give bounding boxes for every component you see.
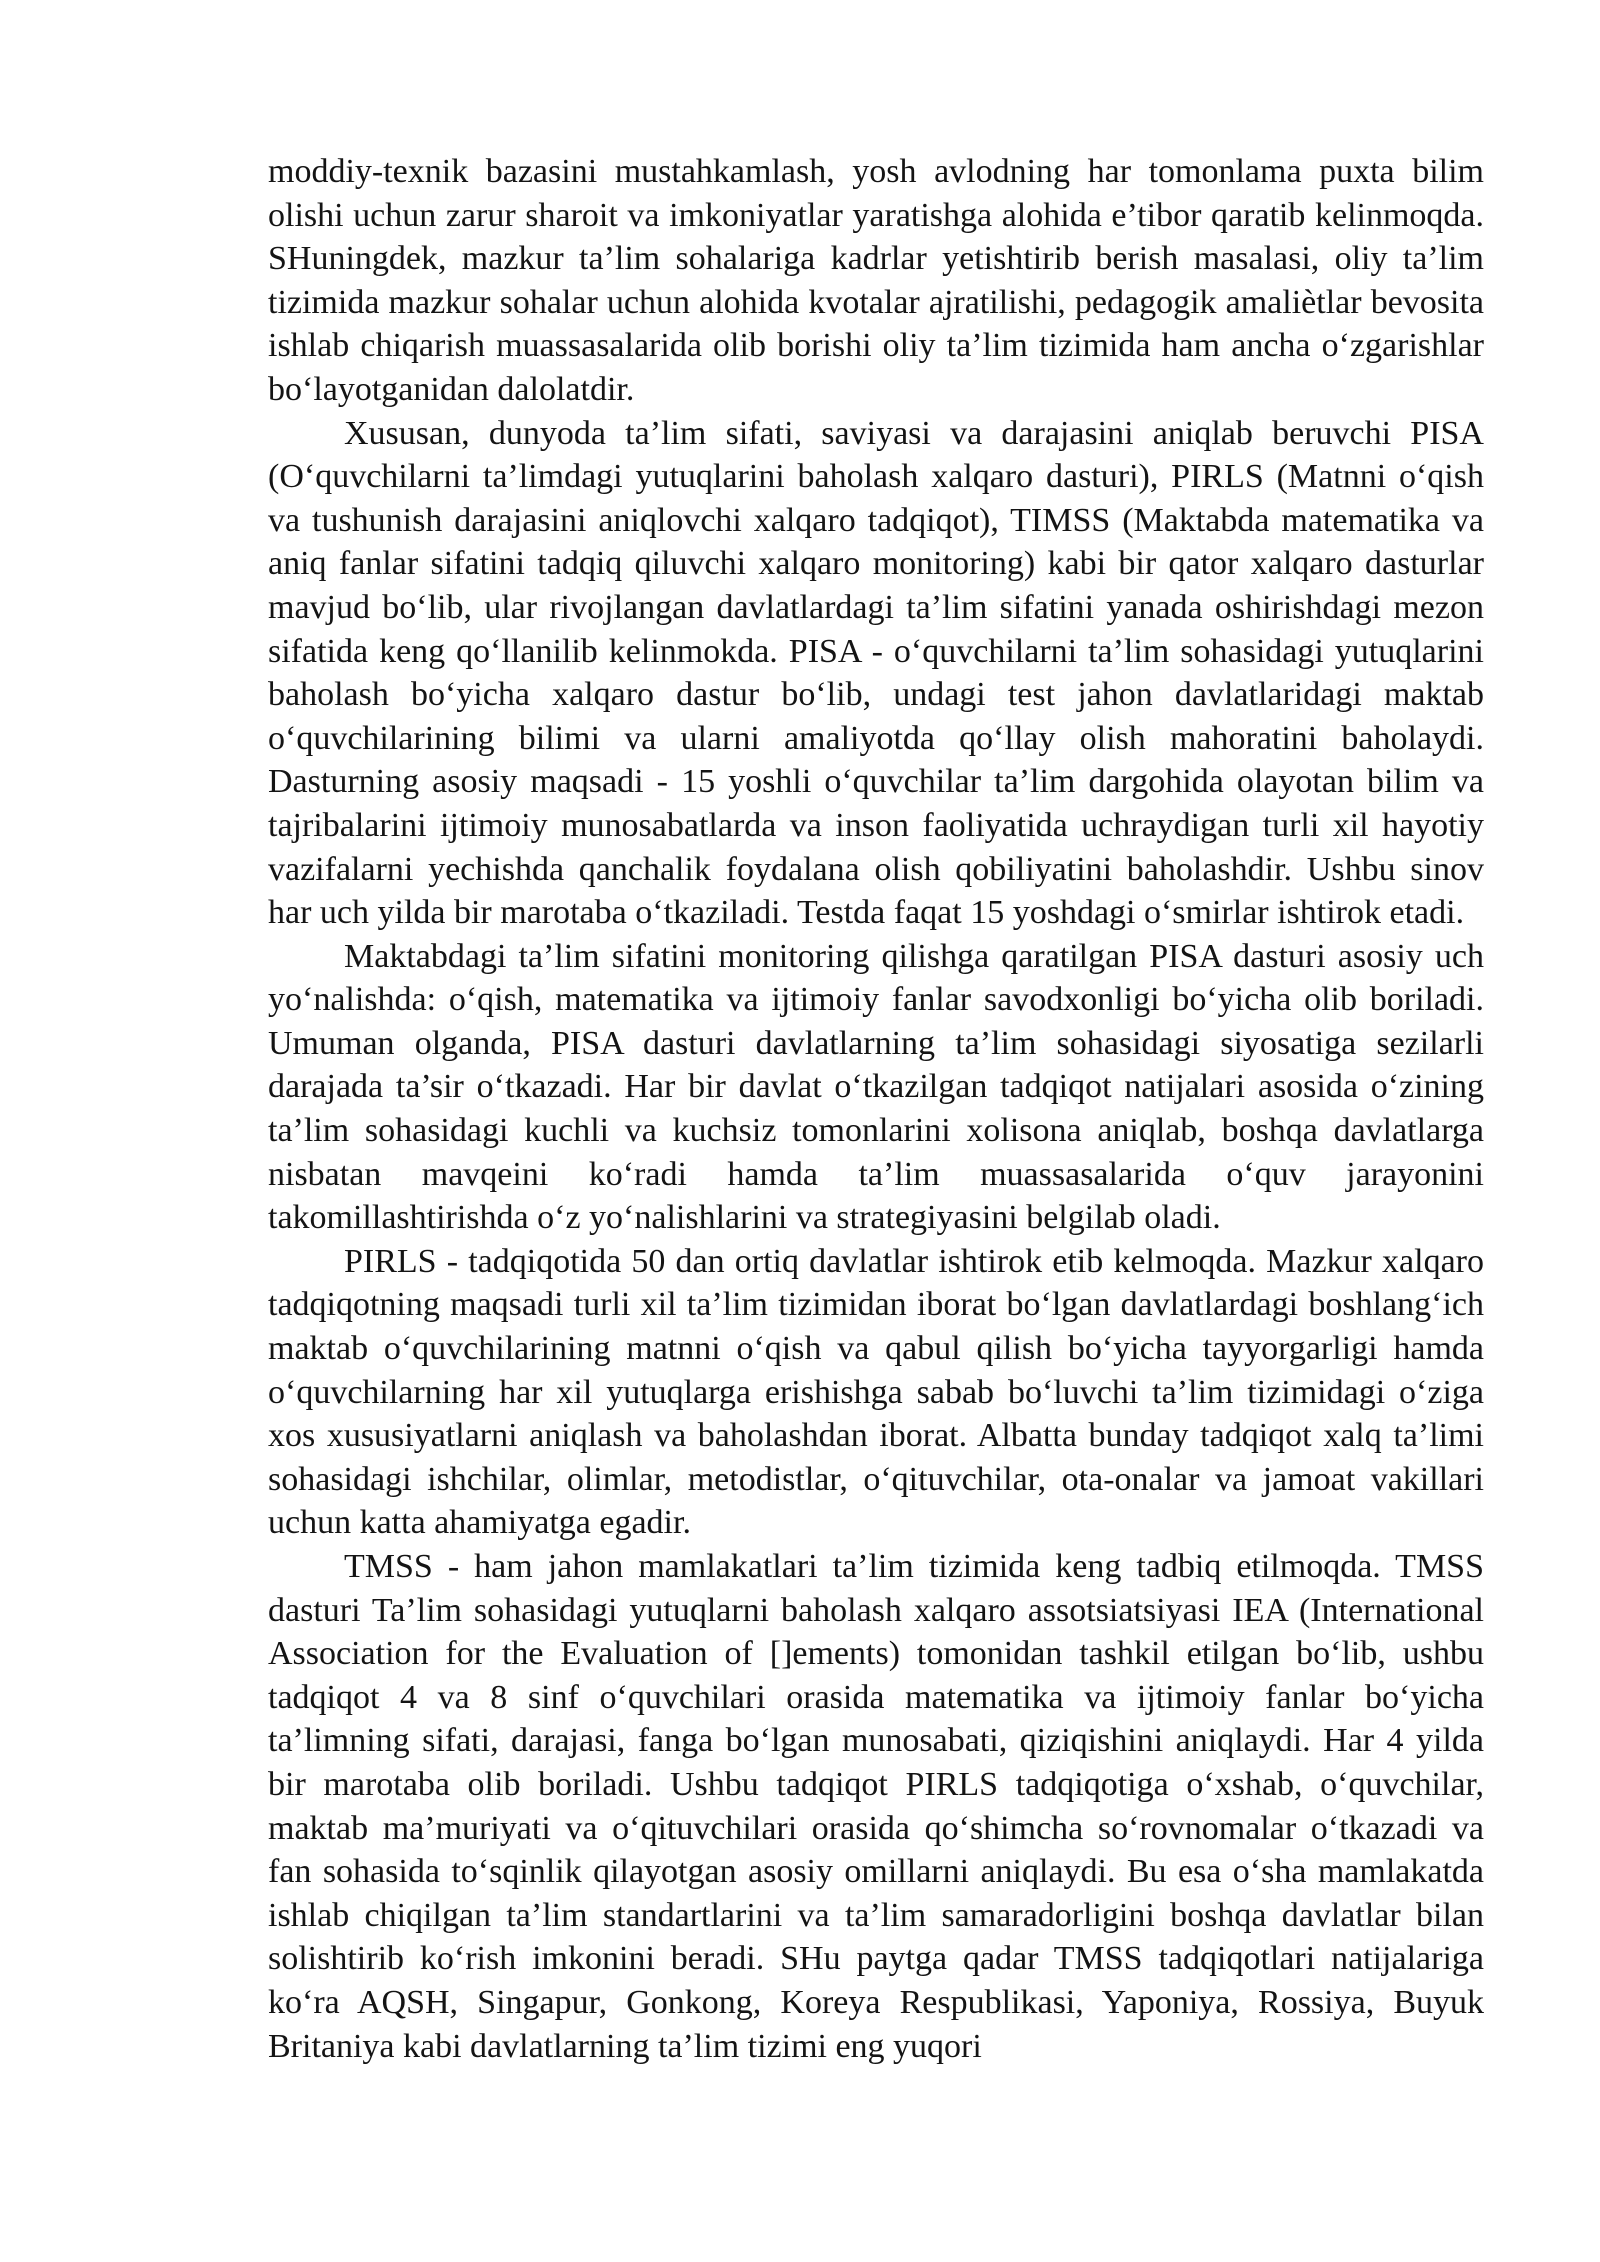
paragraph-pirls: PIRLS - tadqiqotida 50 dan ortiq davlatlar ishtirok etib kelmoqda. Mazkur xalqaro tadqiqotning maqsadi turli xil ta’lim tizimidan iborat bo‘lgan davlatlardagi boshlang‘ich maktab o‘quvchilarining matnni o‘qish va qabul qilish bo‘yicha tayyorgarligi hamda o‘quvchilarning har xil yutuqlarga erishishga sabab bo‘luvchi ta’lim tizimidagi o‘ziga xos xususiyatlarni aniqlash va baholashdan iborat. Albatta bunday tadqiqot xalq ta’limi sohasidagi ishchilar, olimlar, metodistlar, o‘qituvchilar, ota-onalar va jamoat vakillari uchun katta ahamiyatga egadir. [268, 1242, 1484, 1542]
paragraph-pisa: Maktabdagi ta’lim sifatini monitoring qilishga qaratilgan PISA dasturi asosiy uch yo‘nalishda: o‘qish, matematika va ijtimoiy fanlar savodxonligi bo‘yicha olib boriladi. Umuman olganda, PISA dasturi davlatlarning ta’lim sohasidagi siyosatiga sezilarli darajada ta’sir o‘tkazadi. Har bir davlat o‘tkazilgan tadqiqot natijalari asosida o‘zining ta’lim sohasidagi kuchli va kuchsiz tomonlarini xolisona aniqlab, boshqa davlatlarga nisbatan mavqeini ko‘radi hamda ta’lim muassasalarida o‘quv jarayonini takomillashtirishda o‘z yo‘nalishlarini va strategiyasini belgilab oladi. [268, 937, 1484, 1237]
paragraph-continuation: moddiy-texnik bazasini mustahkamlash, yosh avlodning har tomonlama puxta bilim olishi uchun zarur sharoit va imkoniyatlar yaratishga alohida e’tibor qaratib kelinmoqda. SHuningdek, mazkur ta’lim sohalariga kadrlar yetishtirib berish masalasi, oliy ta’lim tizimida mazkur sohalar uchun alohida kvotalar ajratilishi, pedagogik amaliètlar bevosita ishlab chiqarish muassasalarida olib borishi oliy ta’lim tizimida ham ancha o‘zgarishlar bo‘layotganidan dalolatdir. [268, 153, 1484, 408]
document-body [268, 150, 1484, 2068]
paragraph-tmss: TMSS - ham jahon mamlakatlari ta’lim tizimida keng tadbiq etilmoqda. TMSS dasturi Ta’lim sohasidagi yutuqlarni baholash xalqaro assotsiatsiyasi IEA (International Association for the Evaluation of []ements) tomonidan tashkil etilgan bo‘lib, ushbu tadqiqot 4 va 8 sinf o‘quvchilari orasida matematika va ijtimoiy fanlar bo‘yicha ta’limning sifati, darajasi, fanga bo‘lgan munosabati, qiziqishini aniqlaydi. Har 4 yilda bir marotaba olib boriladi. Ushbu tadqiqot PIRLS tadqiqotiga o‘xshab, o‘quvchilar, maktab ma’muriyati va o‘qituvchilari orasida qo‘shimcha so‘rovnomalar o‘tkazadi va fan sohasida to‘sqinlik qilayotgan asosiy omillarni aniqlaydi. Bu esa o‘sha mamlakatda ishlab chiqilgan ta’lim standartlarini va ta’lim samaradorligini boshqa davlatlar bilan solishtirib ko‘rish imkonini beradi. SHu paytga qadar TMSS tadqiqotlari natijalariga ko‘ra AQSH, Singapur, Gonkong, Koreya Respublikasi, Yaponiya, Rossiya, Buyuk Britaniya kabi davlatlarning ta’lim tizimi eng yuqori [268, 1548, 1484, 2065]
paragraph-international-programs: Xususan, dunyoda ta’lim sifati, saviyasi va darajasini aniqlab beruvchi PISA (O‘quvchilarni ta’limdagi yutuqlarini baholash xalqaro dasturi), PIRLS (Matnni o‘qish va tushunish darajasini aniqlovchi xalqaro tadqiqot), TIMSS (Maktabda matematika va aniq fanlar sifatini tadqiq qiluvchi xalqaro monitoring) kabi bir qator xalqaro dasturlar mavjud bo‘lib, ular rivojlangan davlatlardagi ta’lim sifatini yanada oshirishdagi mezon sifatida keng qo‘llanilib kelinmokda. PISA - o‘quvchilarni ta’lim sohasidagi yutuqlarini baholash bo‘yicha xalqaro dastur bo‘lib, undagi test jahon davlatlaridagi maktab o‘quvchilarining bilimi va ularni amaliyotda qo‘llay olish mahoratini baholaydi. Dasturning asosiy maqsadi - 15 yoshli o‘quvchilar ta’lim dargohida olayotan bilim va tajribalarini ijtimoiy munosabatlarda va inson faoliyatida uchraydigan turli xil hayotiy vazifalarni yechishda qanchalik foydalana olish qobiliyatini baholashdir. Ushbu sinov har uch yilda bir marotaba o‘tkaziladi. Testda faqat 15 yoshdagi o‘smirlar ishtirok etadi. [268, 414, 1484, 932]
